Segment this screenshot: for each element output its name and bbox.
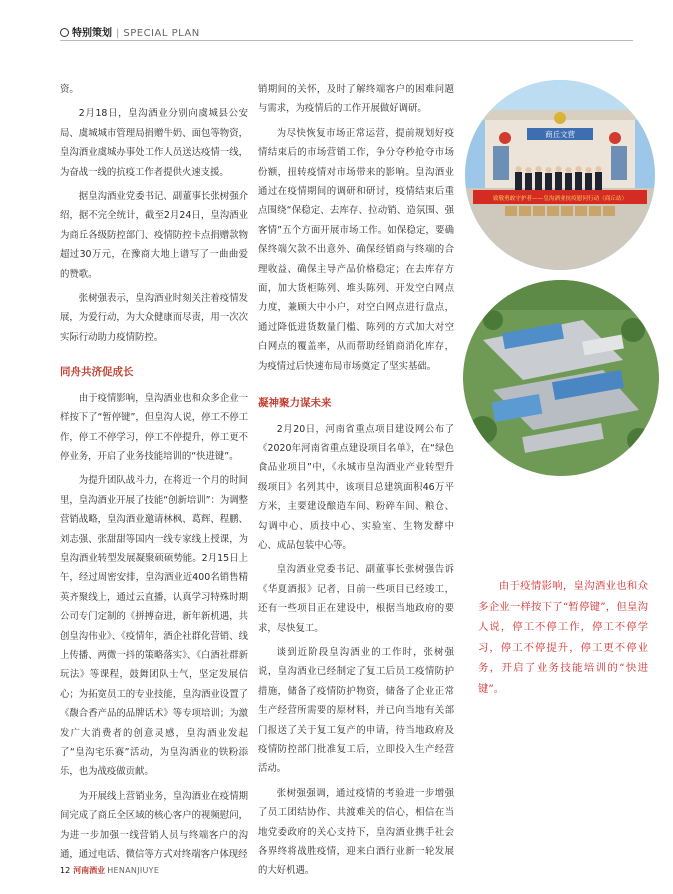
building-sign-text: 商丘文营: [545, 130, 575, 139]
paragraph: 皇沟酒业党委书记、副董事长张树强告诉《华夏酒报》记者，目前一些项目已经竣工，还有一些项目正在建设中，根据当地政府的要求，尽快复工。: [258, 564, 454, 634]
section-label: 特别策划: [72, 28, 112, 39]
subheading: 同舟共济促成长: [60, 366, 134, 379]
magazine-name: 河南酒业: [73, 866, 106, 875]
paragraph: 谈到近阶段皇沟酒业的工作时，张树强说，皇沟酒业已经制定了复工后员工疫情防护措施，储备了疫情防护物资，储备了企业正常生产经营所需要的原材料，并已向当地有关部门报送了关于复工复产的申请，待当地政府及疫情防控部门批准复工后，立即投入生产经营活动。: [258, 646, 454, 775]
group-photo: [465, 80, 655, 270]
paragraph: 资。: [60, 84, 79, 95]
article-column-1: [60, 80, 248, 869]
paragraph: 2月20日，河南省重点项目建设网公布了《2020年河南省重点建设项目名单》，在“绿色食品业项目”中，《永城市皇沟酒业产业转型升级项目》名列其中，该项目总建筑面积46万平方米，主要建设酿造车间、粉碎车间、粮仓、勾调中心、质技中心、实验室、生物发酵中心、成品包装中心等。: [258, 423, 454, 551]
banner-text: 致敬勇敢守护者——皇沟酒业抗疫慰问行动（商丘站）: [492, 196, 628, 202]
paragraph: 据皇沟酒业党委书记、副董事长张树强介绍，据不完全统计，截至2月24日，皇沟酒业为商丘各级防控部门、疫情防控卡点捐赠款物超过30万元，在豫商大地上谱写了一曲曲爱的赞歌。: [60, 191, 248, 280]
pull-quote: 由于疫情影响，皇沟酒业也和众多企业一样按下了“暂停键”，但皇沟人说，停工不停工作，停工不停学习，停工不停提升，停工更不停业务，开启了业务技能培训的“快进键”。: [478, 580, 648, 695]
section-label-en: SPECIAL PLAN: [123, 28, 200, 39]
magazine-name-en: HENANJIUYE: [107, 866, 160, 875]
page-number: 12: [60, 866, 71, 875]
paragraph: 由于疫情影响，皇沟酒业也和众多企业一样按下了“暂停键”，但皇沟人说，停工不停工作，停工不停学习，停工不停提升，停工更不停业务，开启了业务技能培训的“快进键”。: [60, 392, 248, 462]
page-header: [60, 24, 633, 44]
article-column-2: [258, 80, 454, 886]
circle-icon: [60, 28, 69, 37]
page-footer: [60, 865, 159, 876]
paragraph: 张树强表示，皇沟酒业时刻关注着疫情发展，为爱行动，为大众健康而尽责，用一次次实际行动助力疫情防控。: [60, 293, 248, 343]
factory-aerial-photo: [463, 280, 659, 476]
paragraph: 销期间的关怀，及时了解终端客户的困难问题与需求，为疫情后的工作开展做好调研。: [258, 84, 454, 115]
header-separator: |: [116, 28, 120, 39]
paragraph: 2月18日，皇沟酒业分别向虞城县公安局、虞城城市管理局捐赠牛奶、面包等物资，皇沟酒业虞城办事处工作人员送达疫情一线，为奋战一线的抗疫工作者提供火速支援。: [60, 108, 248, 178]
paragraph: 为开展线上营销业务，皇沟酒业在疫情期间完成了商丘全区域的核心客户的视频慰问，为进一步加强一线营销人员与终端客户的沟通，通过电话、微信等方式对终端客户体现经: [60, 790, 248, 861]
paragraph: 张树强强调，通过疫情的考验进一步增强了员工团结协作、共渡难关的信心，相信在当地党委政府的关心支持下，皇沟酒业携手社会各界终将战胜疫情，迎来白酒行业新一轮发展的大好机遇。: [258, 787, 454, 877]
subheading: 凝神聚力谋未来: [258, 397, 332, 410]
header-divider: [60, 40, 633, 41]
paragraph: 为尽快恢复市场正常运营，提前规划好疫情结束后的市场营销工作，争分夺秒抢夺市场份额，扭转疫情对市场带来的影响。皇沟酒业通过在疫情期间的调研和研讨，疫情结束后重点围绕“保稳定、去库存、拉动销、造氛围、强客情”五个方面开展市场工作。如保稳定，要确保终端欠款不出意外、确保经销商与终端的合理收益、确保主导产品价格稳定；在去库存方面，加大货柜陈列、堆头陈列、开发空白网点力度，兼顾大中小户，对空白网点进行盘点，通过降低进货数量门槛、陈列的方式加大对空白网点的覆盖率，从而帮助经销商消化库存，为疫情过后快速布局市场奠定了坚实基础。: [258, 127, 454, 372]
paragraph: 为提升团队战斗力，在将近一个月的时间里，皇沟酒业开展了技能“创新培训”：为调整营销战略，皇沟酒业邀请林枫、葛辉、程鹏、刘志强、张甜甜等国内一线专家线上授课，为皇沟酒业转型发展凝聚硕硕势能。2月15日上午，经过周密安排，皇沟酒业近400名销售精英齐聚线上，通过云直播，认真学习特殊时期公司专门定制的《拼搏奋进，新年新机遇，共创皇沟伟业》、《疫情年，酒企社群化营销、线上传播、两微一抖的策略落实》、《白酒社群新玩法》等课程，鼓舞团队士气，坚定发展信心；为拓宽员工的专业技能，皇沟酒业设置了《馥合香产品的品牌话术》等专项培训；为激发广大消费者的创意灵感，皇沟酒业发起了“皇沟宅乐赛”活动，为皇沟酒业的铁粉添乐，也为战疫做贡献。: [60, 475, 248, 778]
